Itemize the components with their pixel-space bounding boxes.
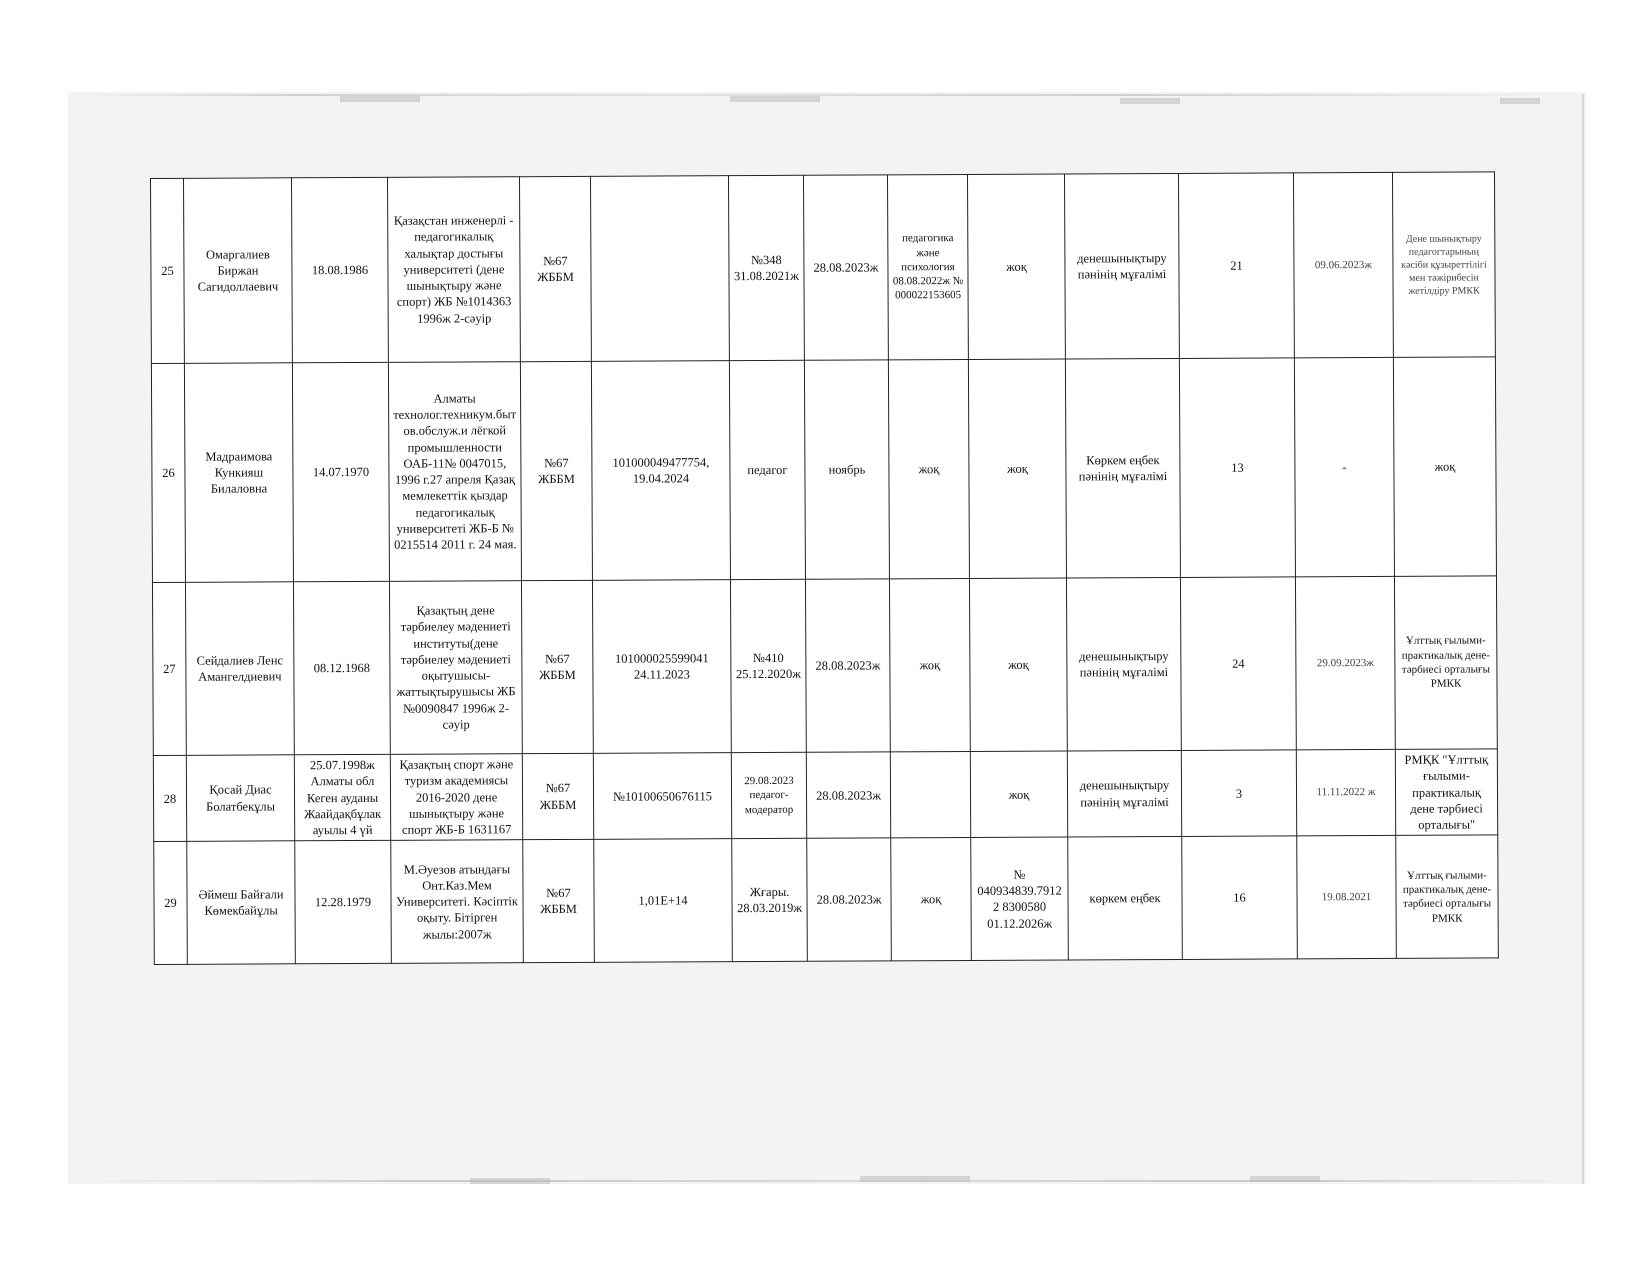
birth-date: 18.08.1986 (292, 177, 389, 362)
order: Жғары. 28.03.2019ж (732, 839, 808, 962)
position: денешынықтыру пәнінің мұғалімі (1067, 750, 1181, 837)
category: жоқ (969, 578, 1067, 751)
table-row (151, 172, 1496, 364)
school: №67 ЖББМ (523, 840, 595, 963)
experience: 3 (1181, 750, 1296, 837)
hire-date: 28.08.2023ж (807, 838, 892, 961)
position: көркем еңбек (1068, 837, 1183, 961)
full-name: Әймеш Байғали Көмекбайұлы (187, 841, 296, 965)
staff-table (150, 171, 1499, 965)
retraining: педагогика және психология 08.08.2022ж № 000022153605 (887, 175, 968, 360)
school: №67 ЖББМ (521, 580, 593, 753)
row-number: 29 (154, 842, 188, 965)
table-row (152, 576, 1497, 756)
row-number: 26 (151, 363, 185, 582)
position: денешынықтыру пәнінің мұғалімі (1064, 173, 1179, 359)
retraining (890, 751, 970, 838)
hire-date: ноябрь (804, 360, 889, 579)
course-date: - (1294, 357, 1394, 576)
position: денешынықтыру пәнінің мұғалімі (1066, 577, 1181, 751)
scan-smudge (860, 1176, 970, 1182)
order: 29.08.2023 педагог-модератор (731, 752, 806, 839)
retraining: жоқ (891, 838, 972, 961)
course-date: 29.09.2023ж (1295, 576, 1395, 749)
course-date: 09.06.2023ж (1293, 172, 1393, 357)
course-date: 11.11.2022 ж (1296, 749, 1395, 836)
scan-smudge (1120, 98, 1180, 104)
position: Көркем еңбек пәнінің мұғалімі (1065, 358, 1180, 578)
course-date: 19.08.2021 (1297, 836, 1397, 959)
hire-date: 28.08.2023ж (806, 752, 890, 839)
document-number: 1,01E+14 (594, 839, 733, 963)
experience: 16 (1182, 836, 1298, 960)
category: жоқ (967, 174, 1065, 359)
hire-date: 28.08.2023ж (805, 579, 890, 752)
order: №348 31.08.2021ж (728, 175, 804, 360)
education: М.Әуезов атындағы Онт.Каз.Мем Университеті. Кәсіптік оқыту. Бітірген жылы:2007ж (391, 840, 524, 964)
document-number: 101000025599041 24.11.2023 (592, 580, 731, 754)
table-row (154, 835, 1499, 965)
birth-date: 12.28.1979 (295, 841, 392, 964)
hire-date: 28.08.2023ж (803, 175, 888, 360)
full-name: Омаргалиев Биржан Сагидоллаевич (184, 178, 293, 364)
order: №410 25.12.2020ж (730, 579, 806, 752)
table-row (153, 749, 1497, 842)
retraining: жоқ (888, 360, 969, 579)
education: Қазақтың дене тәрбиелеу мәдениеті институты(дене тәрбиелеу мәдениеті оқытушысы-жаттықтырушысы ЖБ №0090847 1996ж 2-сәуір (389, 581, 522, 755)
education: Алматы технолог.техникум.быт ов.обслуж.и лёгкой промышленности ОАБ-11№ 0047015, 1996 г.27 апреля Қазақ мемлекеттік қыздар педагогикалық университеті ЖБ-Б № 0215514 2011 г. 24 мая. (388, 362, 521, 582)
scan-smudge (470, 1178, 550, 1184)
birth-date: 14.07.1970 (292, 362, 389, 581)
full-name: Мадраимова Кункияш Билаловна (184, 363, 293, 583)
birth-date: 25.07.1998ж Алматы обл Кеген ауданы Жаайдақбұлак ауылы 4 үй (294, 754, 390, 841)
row-number: 28 (153, 755, 186, 841)
full-name: Қосай Диас Болатбекұлы (186, 755, 294, 842)
scan-smudge (340, 96, 420, 102)
retraining: жоқ (889, 579, 970, 752)
scan-edge-top (70, 94, 1580, 96)
experience: 13 (1179, 358, 1295, 578)
document-number (590, 176, 729, 362)
course-organization: Ұлттық ғылыми-практикалық дене-тәрбиесі орталығы РМКК (1394, 576, 1497, 749)
education: Қазақтың спорт және туризм академиясы 2016-2020 дене шынықтыру және спорт ЖБ-Б 1631167 (390, 754, 522, 841)
course-organization: Дене шынықтыру педагогтарының кәсіби құзыреттілігі мен тәжірибесін жетілдіру РМКК (1392, 172, 1495, 357)
scan-edge-bottom (70, 1180, 1580, 1182)
row-number: 27 (152, 582, 186, 755)
full-name: Сейдалиев Ленс Амангелдиевич (185, 582, 294, 756)
table-row (151, 357, 1496, 583)
scan-smudge (1500, 98, 1540, 104)
order: педагог (729, 360, 805, 579)
scan-edge-right (1582, 94, 1584, 1184)
category: жоқ (970, 751, 1067, 838)
school: №67 ЖББМ (519, 176, 591, 361)
experience: 21 (1178, 173, 1294, 359)
category: № 040934839.79122 8300580 01.12.2026ж (971, 837, 1069, 960)
row-number: 25 (151, 178, 185, 363)
course-organization: Ұлттық ғылыми-практикалық дене-тәрбиесі орталығы РМКК (1396, 835, 1499, 958)
document-number: 101000049477754, 19.04.2024 (591, 361, 730, 581)
birth-date: 08.12.1968 (293, 581, 390, 754)
document-number: №10100650676115 (593, 753, 731, 840)
education: Қазақстан инженерлі - педагогикалық халықтар достығы университеті (дене шынықтыру және спорт) ЖБ №1014363 1996ж 2-сәуір (387, 177, 520, 363)
school: №67 ЖББМ (520, 361, 592, 580)
scan-smudge (1250, 1176, 1320, 1182)
category: жоқ (968, 359, 1066, 578)
course-organization: РМҚК "Ұлттық ғылыми-практикалық дене тәрбиесі орталығы" (1395, 749, 1497, 836)
school: №67 ЖББМ (522, 753, 593, 840)
course-organization: жоқ (1393, 357, 1496, 576)
experience: 24 (1180, 577, 1296, 751)
scan-smudge (730, 96, 820, 102)
